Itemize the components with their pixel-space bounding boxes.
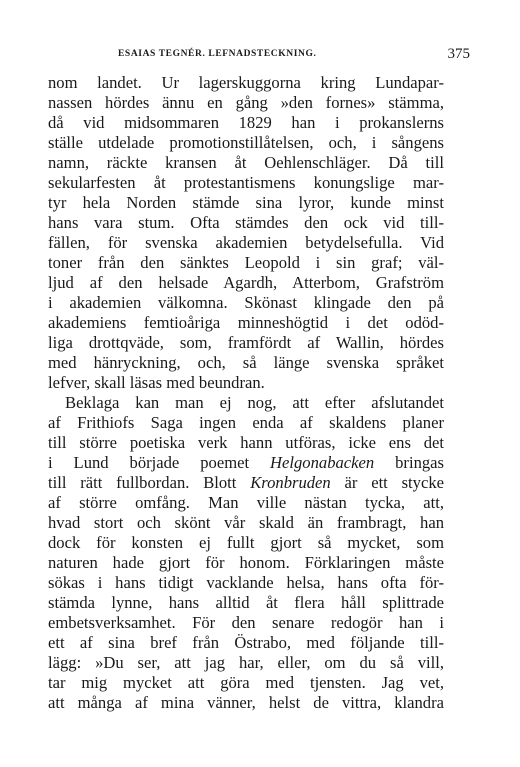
text-line: lägg: »Du ser, att jag har, eller, om du så vill,: [48, 653, 444, 672]
text-line: stämda lynne, hans alltid åt flera håll splittrade: [48, 593, 444, 612]
text-line: hans vara stum. Ofta stämdes den ock vid till-: [48, 213, 444, 232]
text-line: ljud af den helsade Agardh, Atterbom, Grafström: [48, 273, 444, 292]
text-line: af större omfång. Man ville nästan tycka, att,: [48, 493, 444, 512]
text-line-with-title: [48, 453, 444, 473]
text-line-paragraph-start: Beklaga kan man ej nog, att efter afslutandet: [65, 393, 444, 412]
text-segment: till rätt fullbordan. Blott: [48, 473, 251, 492]
text-line: naturen hade gjort för honom. Förklaringen måste: [48, 553, 444, 572]
text-line: sekularfesten åt protestantismens konungslige mar-: [48, 173, 444, 192]
text-line: nom landet. Ur lagerskuggorna kring Lundapar-: [48, 73, 444, 92]
poem-title-helgonabacken: Helgonabacken: [270, 453, 375, 472]
running-head: [48, 46, 488, 64]
text-line-with-title: [48, 473, 444, 493]
text-line: till större poetiska verk hann utföras, icke ens det: [48, 433, 444, 452]
text-line: sökas i hans tidigt vacklande helsa, hans ofta för-: [48, 573, 444, 592]
text-line: i akademien välkomna. Skönast klingade den på: [48, 293, 444, 312]
text-line: ställe utdelade promotionstillåtelsen, och, i sångens: [48, 133, 444, 152]
text-line: tar mig mycket att göra med tjensten. Jag vet,: [48, 673, 444, 692]
text-line: liga drottqväde, som, framfördt af Wallin, hördes: [48, 333, 444, 352]
text-line-paragraph-end: lefver, skall läsas med beundran.: [48, 373, 265, 392]
text-line: embetsverksamhet. För den senare redogör han i: [48, 613, 444, 632]
page-number: 375: [447, 46, 470, 62]
text-segment: i Lund började poemet: [48, 453, 271, 472]
text-line: med hänryckning, och, så länge svenska språket: [48, 353, 444, 372]
body-text: [48, 73, 444, 713]
text-line: hvad stort och skönt vår skald än frambragt, han: [48, 513, 444, 532]
text-line: akademiens femtioåriga minneshögtid i det odöd-: [48, 313, 444, 332]
poem-title-kronbruden: Kronbruden: [250, 473, 331, 492]
text-segment: bringas: [374, 453, 444, 472]
text-line: tyr hela Norden stämde sina lyror, kunde minst: [48, 193, 444, 212]
text-line: att många af mina vänner, helst de vittra, klandra: [48, 693, 444, 712]
text-line: namn, räckte kransen åt Oehlenschläger. Då till: [48, 153, 444, 172]
text-line: fällen, för svenska akademien betydelsefulla. Vid: [48, 233, 444, 252]
text-line: nassen hördes ännu en gång »den fornes» stämma,: [48, 93, 444, 112]
text-line: dock för konsten ej fullt gjort så mycket, som: [48, 533, 444, 552]
running-title: ESAIAS TEGNÉR. LEFNADSTECKNING.: [118, 49, 317, 59]
text-segment: är ett stycke: [330, 473, 444, 492]
text-line: då vid midsommaren 1829 han i prokanslerns: [48, 113, 444, 132]
text-line: toner från den sänktes Leopold i sin graf; väl-: [48, 253, 444, 272]
text-line: ett af sina bref från Östrabo, med följande till-: [48, 633, 444, 652]
text-line: af Frithiofs Saga ingen enda af skaldens planer: [48, 413, 444, 432]
